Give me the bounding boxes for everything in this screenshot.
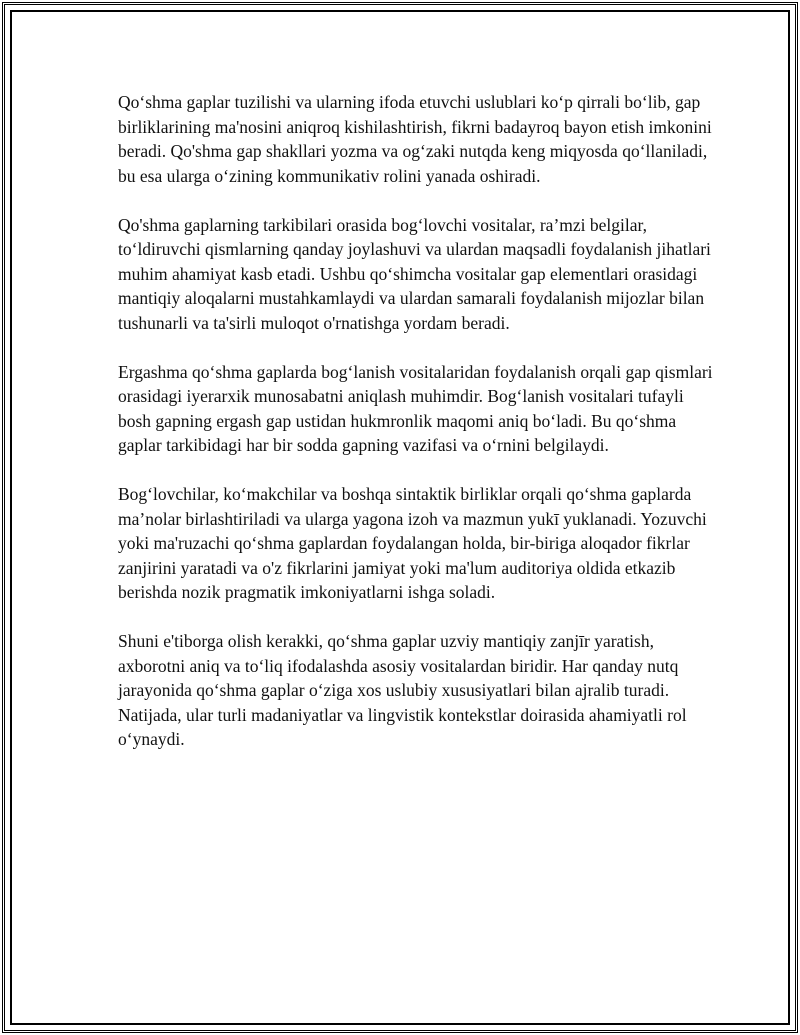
paragraph-1: Qo‘shma gaplar tuzilishi va ularning ifoda etuvchi uslublari ko‘p qirrali bo‘lib, gap birliklarining ma'nosini aniqroq kishilashtirish, fikrni badayroq bayon etish imkonini beradi. Qo'shma gap shakllari yozma va og‘zaki nutqda keng miqyosda qo‘llaniladi, bu esa ularga o‘zining kommunikativ rolini yanada oshiradi.	[118, 92, 712, 186]
document-body	[118, 90, 718, 776]
paragraph-5: Shuni e'tiborga olish kerakki, qo‘shma gaplar uzviy mantiqiy zanjīr yaratish, axborotni aniq va to‘liq ifodalashda asosiy vositalardan biridir. Har qanday nutq jarayonida qo‘shma gaplar o‘ziga xos uslubiy xususiyatlari bilan ajralib turadi. Natijada, ular turli madaniyatlar va lingvistik kontekstlar doirasida ahamiyatli rol o‘ynaydi.	[118, 631, 687, 749]
paragraph-3: Ergashma qo‘shma gaplarda bog‘lanish vositalaridan foydalanish orqali gap qismlari orasidagi iyerarxik munosabatni aniqlash muhimdir. Bog‘lanish vositalari tufayli bosh gapning ergash gap ustidan hukmronlik maqomi aniq bo‘ladi. Bu qo‘shma gaplar tarkibidagi har bir sodda gapning vazifasi va o‘rnini belgilaydi.	[118, 361, 713, 455]
paragraph-2: Qo'shma gaplarning tarkibilari orasida bog‘lovchi vositalar, ra’mzi belgilar, to‘ldiruvchi qismlarning qanday joylashuvi va ulardan maqsadli foydalanish jihatlari muhim ahamiyat kasb etadi. Ushbu qo‘shimcha vositalar gap elementlari orasidagi mantiqiy aloqalarni mustahkamlaydi va ulardan samarali foydalanish mijozlar bilan tushunarli va ta'sirli muloqot o'rnatishga yordam beradi.	[118, 214, 711, 333]
paragraph-4: Bog‘lovchilar, ko‘makchilar va boshqa sintaktik birliklar orqali qo‘shma gaplarda ma’nolar birlashtiriladi va ularga yagona izoh va mazmun yukī yuklanadi. Yozuvchi yoki ma'ruzachi qo‘shma gaplardan foydalangan holda, bir-biriga aloqador fikrlar zanjirini yaratadi va o'z fikrlarini jamiyat yoki ma'lum auditoriya oldida etkazib berishda nozik pragmatik imkoniyatlarni ishga soladi.	[118, 484, 707, 602]
